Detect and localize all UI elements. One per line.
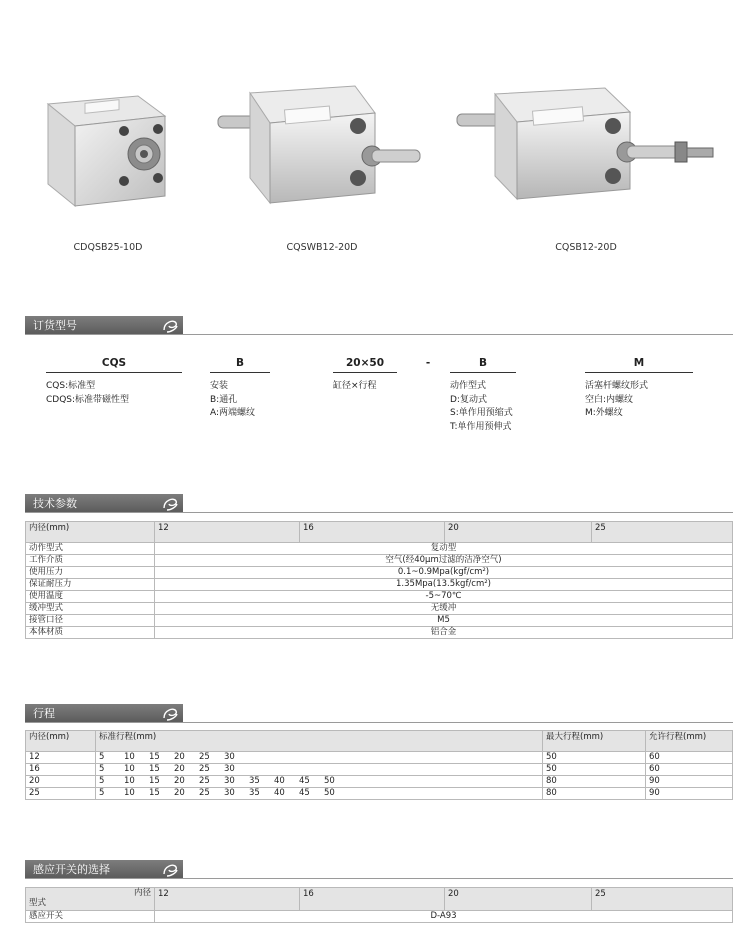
allow-stroke-cell: 60 bbox=[646, 764, 733, 776]
order-code-underline bbox=[333, 372, 397, 373]
max-stroke-cell: 80 bbox=[543, 788, 646, 800]
row-label: 本体材质 bbox=[26, 627, 155, 639]
table-header-cell: 25 bbox=[592, 888, 733, 911]
table-header-cell: 12 bbox=[155, 522, 300, 543]
row-label: 工作介质 bbox=[26, 555, 155, 567]
product-image-cqswb12 bbox=[210, 78, 430, 218]
section-title: 行程 bbox=[33, 707, 55, 720]
order-code-underline bbox=[585, 372, 693, 373]
row-label: 接管口径 bbox=[26, 615, 155, 627]
row-label: 保证耐压力 bbox=[26, 579, 155, 591]
table-header-cell: 12 bbox=[155, 888, 300, 911]
table-header-cell: 内径(mm) bbox=[26, 731, 96, 752]
table-header-row bbox=[26, 522, 733, 543]
table-header-cell: 20 bbox=[445, 888, 592, 911]
table-row bbox=[26, 591, 733, 603]
max-stroke-cell: 50 bbox=[543, 752, 646, 764]
row-value: 无缓冲 bbox=[155, 603, 733, 615]
section-divider bbox=[25, 512, 733, 513]
table-header-row bbox=[26, 888, 733, 911]
bore-cell: 20 bbox=[26, 776, 96, 788]
section-title: 感应开关的选择 bbox=[33, 863, 110, 876]
product-image-cqsb12 bbox=[455, 84, 720, 214]
corner-cell bbox=[26, 888, 155, 911]
strokes-cell: 5 10 15 20 25 30 bbox=[96, 764, 543, 776]
order-code-series-desc: CQS:标准型 CDQS:标准带磁性型 bbox=[46, 381, 130, 405]
spec-table bbox=[25, 521, 733, 639]
logo-swirl-icon bbox=[161, 317, 179, 334]
table-header-cell: 20 bbox=[445, 522, 592, 543]
product-caption: CDQSB25-10D bbox=[73, 242, 143, 253]
max-stroke-cell: 80 bbox=[543, 776, 646, 788]
table-row bbox=[26, 788, 733, 800]
order-code-rod-thread: M bbox=[633, 357, 645, 369]
row-value: 复动型 bbox=[155, 543, 733, 555]
table-header-cell: 16 bbox=[300, 888, 445, 911]
row-label: 缓冲型式 bbox=[26, 603, 155, 615]
section-header-stroke bbox=[25, 704, 183, 723]
logo-swirl-icon bbox=[161, 705, 179, 722]
row-label: 使用温度 bbox=[26, 591, 155, 603]
order-code-series: CQS bbox=[101, 357, 127, 369]
row-value: -5~70℃ bbox=[155, 591, 733, 603]
table-row bbox=[26, 543, 733, 555]
row-value: 铝合金 bbox=[155, 627, 733, 639]
logo-swirl-icon bbox=[161, 861, 179, 878]
section-header-order-code bbox=[25, 316, 183, 335]
order-code-underline bbox=[46, 372, 182, 373]
table-header-cell: 允许行程(mm) bbox=[646, 731, 733, 752]
allow-stroke-cell: 60 bbox=[646, 752, 733, 764]
section-divider bbox=[25, 722, 733, 723]
order-code-rod-thread-desc: 活塞杆螺纹形式 空白:内螺纹 M:外螺纹 bbox=[585, 381, 649, 418]
table-row bbox=[26, 615, 733, 627]
table-row bbox=[26, 603, 733, 615]
table-row bbox=[26, 764, 733, 776]
order-code-underline bbox=[450, 372, 516, 373]
corner-bottom-label: 型式 bbox=[29, 898, 47, 908]
table-row bbox=[26, 567, 733, 579]
table-row bbox=[26, 911, 733, 923]
table-header-cell: 标准行程(mm) bbox=[96, 731, 543, 752]
section-divider bbox=[25, 334, 733, 335]
table-row bbox=[26, 752, 733, 764]
strokes-cell: 5 10 15 20 25 30 bbox=[96, 752, 543, 764]
order-code-bore-stroke-desc: 缸径×行程 bbox=[333, 381, 377, 391]
bore-cell: 25 bbox=[26, 788, 96, 800]
row-label: 感应开关 bbox=[26, 911, 155, 923]
bore-cell: 12 bbox=[26, 752, 96, 764]
table-row bbox=[26, 555, 733, 567]
row-value: D-A93 bbox=[155, 911, 733, 923]
allow-stroke-cell: 90 bbox=[646, 788, 733, 800]
table-row bbox=[26, 776, 733, 788]
row-label: 动作型式 bbox=[26, 543, 155, 555]
order-code-mount-desc: 安装 B:通孔 A:两端螺纹 bbox=[210, 381, 256, 418]
row-value: M5 bbox=[155, 615, 733, 627]
product-caption: CQSB12-20D bbox=[555, 242, 617, 253]
table-header-cell: 16 bbox=[300, 522, 445, 543]
section-header-switch bbox=[25, 860, 183, 879]
row-value: 空气(经40μm过滤的洁净空气) bbox=[155, 555, 733, 567]
section-title: 订货型号 bbox=[33, 319, 77, 332]
table-header-cell: 最大行程(mm) bbox=[543, 731, 646, 752]
row-value: 1.35Mpa(13.5kgf/cm²) bbox=[155, 579, 733, 591]
strokes-cell: 5 10 15 20 25 30 35 40 45 50 bbox=[96, 788, 543, 800]
table-header-cell: 25 bbox=[592, 522, 733, 543]
table-row bbox=[26, 627, 733, 639]
switch-table bbox=[25, 887, 733, 923]
product-image-cdqsb25 bbox=[40, 86, 175, 216]
bore-cell: 16 bbox=[26, 764, 96, 776]
section-divider bbox=[25, 878, 733, 879]
order-code-underline bbox=[210, 372, 270, 373]
row-label: 使用压力 bbox=[26, 567, 155, 579]
corner-top-label: 内径 bbox=[133, 888, 151, 898]
row-value: 0.1~0.9Mpa(kgf/cm²) bbox=[155, 567, 733, 579]
product-caption: CQSWB12-20D bbox=[286, 242, 358, 253]
allow-stroke-cell: 90 bbox=[646, 776, 733, 788]
section-title: 技术参数 bbox=[33, 497, 77, 510]
order-code-action-desc: 动作型式 D:复动式 S:单作用预缩式 T:单作用预伸式 bbox=[450, 381, 513, 432]
table-row bbox=[26, 579, 733, 591]
table-header-cell: 内径(mm) bbox=[26, 522, 155, 543]
order-code-mount: B bbox=[235, 357, 244, 369]
max-stroke-cell: 50 bbox=[543, 764, 646, 776]
strokes-cell: 5 10 15 20 25 30 35 40 45 50 bbox=[96, 776, 543, 788]
order-code-dash: - bbox=[425, 357, 431, 369]
stroke-table bbox=[25, 730, 733, 800]
order-code-bore-stroke: 20×50 bbox=[345, 357, 385, 369]
logo-swirl-icon bbox=[161, 495, 179, 512]
table-header-row bbox=[26, 731, 733, 752]
order-code-action: B bbox=[478, 357, 487, 369]
section-header-specs bbox=[25, 494, 183, 513]
